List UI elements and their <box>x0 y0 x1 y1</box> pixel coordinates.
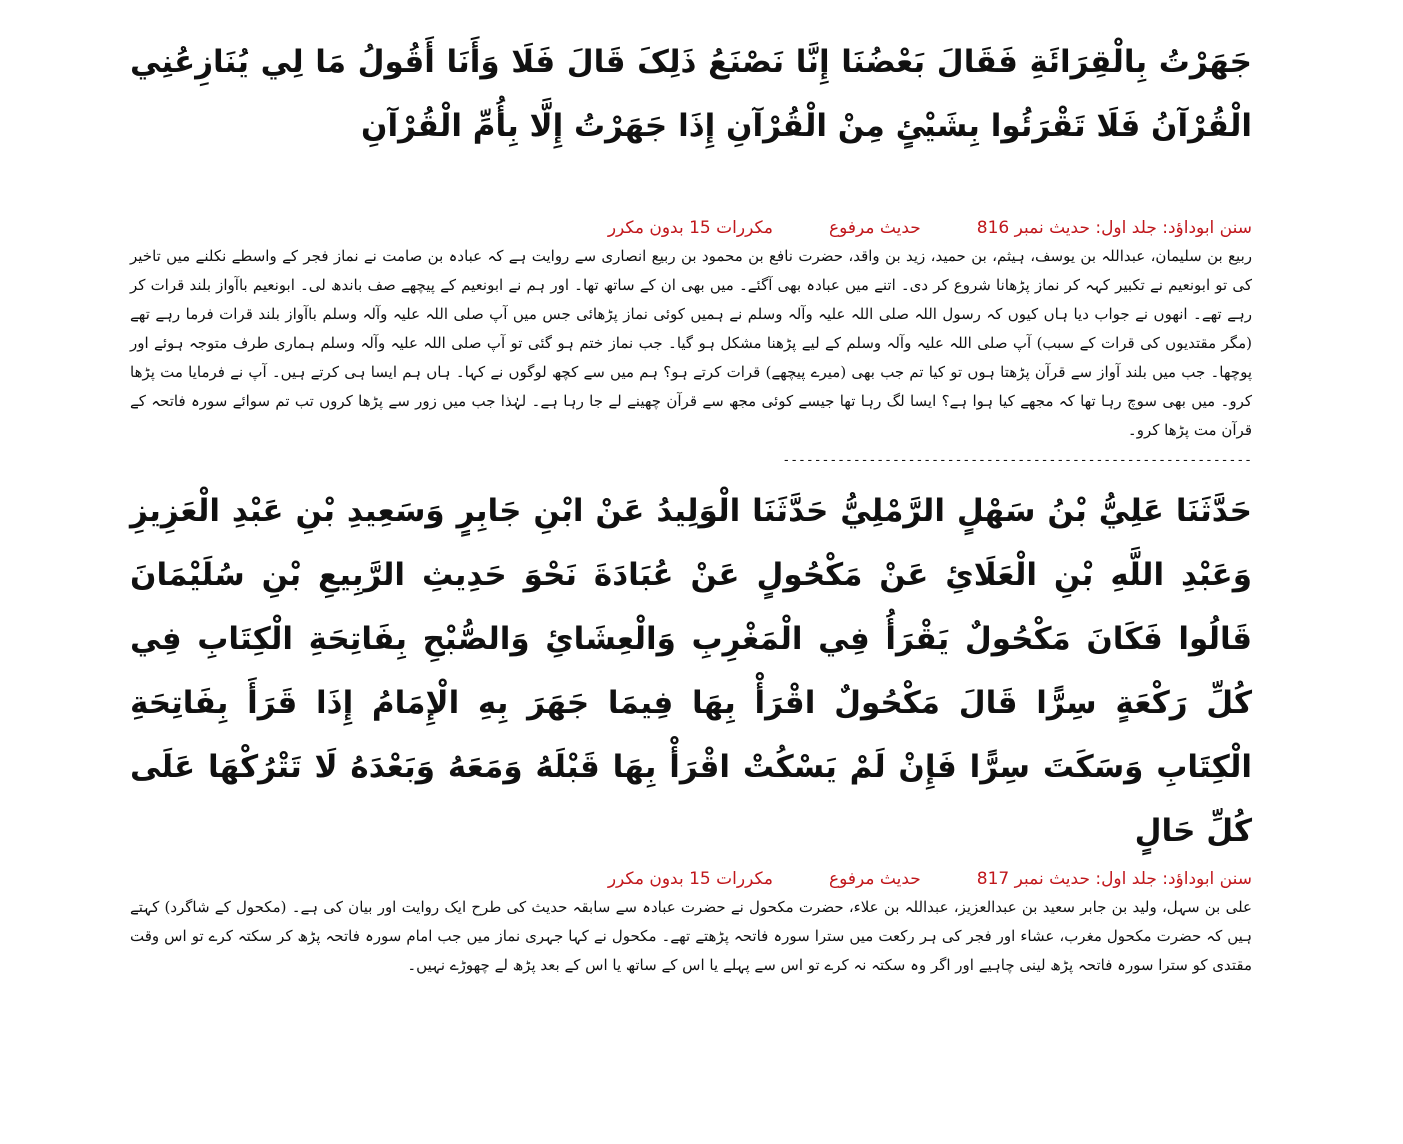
hadith-source: سنن ابوداؤد: جلد اول: حدیث نمبر 816 <box>976 218 1252 238</box>
arabic-hadith-text: حَدَّثَنَا عَلِيُّ بْنُ سَهْلٍ الرَّمْلِيُّ حَدَّثَنَا الْوَلِيدُ عَنْ ابْنِ جَابِرٍ وَسَعِيدِ بْنِ عَبْدِ الْعَزِيزِ وَعَبْدِ اللَّهِ بْنِ الْعَلَائِ عَنْ مَکْحُولٍ عَنْ عُبَادَةَ نَحْوَ حَدِيثِ الرَّبِيعِ بْنِ سُلَيْمَانَ قَالُوا فَکَانَ مَکْحُولٌ يَقْرَأُ فِي الْمَغْرِبِ وَالْعِشَائِ وَالصُّبْحِ بِفَاتِحَةِ الْکِتَابِ فِي کُلِّ رَکْعَةٍ سِرًّا قَالَ مَکْحُولٌ اقْرَأْ بِهَا فِيمَا جَهَرَ بِهِ الْإِمَامُ إِذَا قَرَأَ بِفَاتِحَةِ الْکِتَابِ وَسَکَتَ سِرًّا فَإِنْ لَمْ يَسْکُتْ اقْرَأْ بِهَا قَبْلَهُ وَمَعَهُ وَبَعْدَهُ لَا تَتْرُکْهَا عَلَی کُلِّ حَالٍ <box>130 493 1252 849</box>
hadith-reference <box>130 214 1252 242</box>
hadith-repetitions: مکررات 15 بدون مکرر <box>607 869 773 889</box>
hadith-grade: حدیث مرفوع <box>828 218 921 238</box>
urdu-translation: علی بن سہل، ولید بن جابر سعید بن عبدالعزیز، عبداللہ بن علاء، حضرت مکحول نے حضرت عبادہ سے سابقہ حدیث کی طرح ایک روایت اور بیان کی ہے۔ (مکحول کے شاگرد) کہتے ہیں کہ حضرت مکحول مغرب، عشاء اور فجر کی ہر رکعت میں سترا سورہ فاتحہ پڑھتے تھے۔ مکحول نے کہا جہری نماز میں جب امام سورہ فاتحہ پڑھ کر سکتہ کرے تو اس وقت مقتدی کو سترا سورہ فاتحہ پڑھ لینی چاہیے اور اگر وہ سکتہ نہ کرے تو اس سے پہلے یا اس کے ساتھ یا اس کے بعد پڑھ لے چھوڑے نہیں۔ <box>130 898 1252 974</box>
hadith-block-816 <box>130 30 1252 445</box>
hadith-grade: حدیث مرفوع <box>828 869 921 889</box>
arabic-hadith-text: جَهَرْتُ بِالْقِرَائَةِ فَقَالَ بَعْضُنَا إِنَّا نَصْنَعُ ذَلِکَ قَالَ فَلَا وَأَنَا أَقُولُ مَا لِي يُنَازِعُنِي الْقُرْآنُ فَلَا تَقْرَئُوا بِشَيْئٍ مِنْ الْقُرْآنِ إِذَا جَهَرْتُ إِلَّا بِأُمِّ الْقُرْآنِ <box>130 44 1252 144</box>
hadith-reference <box>130 865 1252 893</box>
hadith-block-817 <box>130 479 1252 980</box>
urdu-translation: ربیع بن سلیمان، عبداللہ بن یوسف، ہیثم، بن حمید، زید بن واقد، حضرت نافع بن محمود بن ربیع انصاری سے روایت ہے کہ عبادہ بن صامت نے نماز فجر کے واسطے نکلنے میں تاخیر کی تو ابونعیم نے تکبیر کہہ کر نماز پڑھانا شروع کر دی۔ اتنے میں عبادہ بھی آگئے۔ میں بھی ان کے ساتھ تھا۔ اور ہم نے ابونعیم کے پیچھے صف باندھ لی۔ ابونعیم باآواز بلند قرات کر رہے تھے۔ انھوں نے جواب دیا ہاں کیوں کہ رسول اللہ صلی اللہ علیہ وآلہ وسلم نے ہمیں کوئی نماز پڑھائی جس میں آپ صلی اللہ علیہ وآلہ وسلم باآواز بلند قرات فرما رہے تھے (مگر مقتدیوں کی قرات کے سبب) آپ صلی اللہ علیہ وآلہ وسلم کے لیے پڑھنا مشکل ہو گیا۔ جب نماز ختم ہو گئی تو آپ صلی اللہ علیہ وآلہ وسلم ہماری طرف متوجہ ہوئے اور پوچھا۔ جب میں بلند آواز سے قرآن پڑھتا ہوں تو کیا تم جب بھی (میرے پیچھے) قرات کرتے ہو؟ ہم میں سے کچھ لوگوں نے کہا۔ ہاں ہم ایسا ہی کرتے ہیں۔ آپ نے فرمایا مت پڑھا کرو۔ میں بھی سوچ رہا تھا کہ مجھے کیا ہوا ہے؟ ایسا لگ رہا تھا جیسے کوئی مجھ سے قرآن چھینے لے جا رہا ہے۔ لہٰذا جب میں زور سے پڑھا کروں تب تم سوائے سورہ فاتحہ کے قرآن مت پڑھا کرو۔ <box>130 247 1253 439</box>
hadith-source: سنن ابوداؤد: جلد اول: حدیث نمبر 817 <box>976 869 1252 889</box>
hadith-page <box>130 20 1252 980</box>
hadith-repetitions: مکررات 15 بدون مکرر <box>607 218 773 238</box>
section-divider: ------------------------------------------------------------ <box>782 453 1252 468</box>
